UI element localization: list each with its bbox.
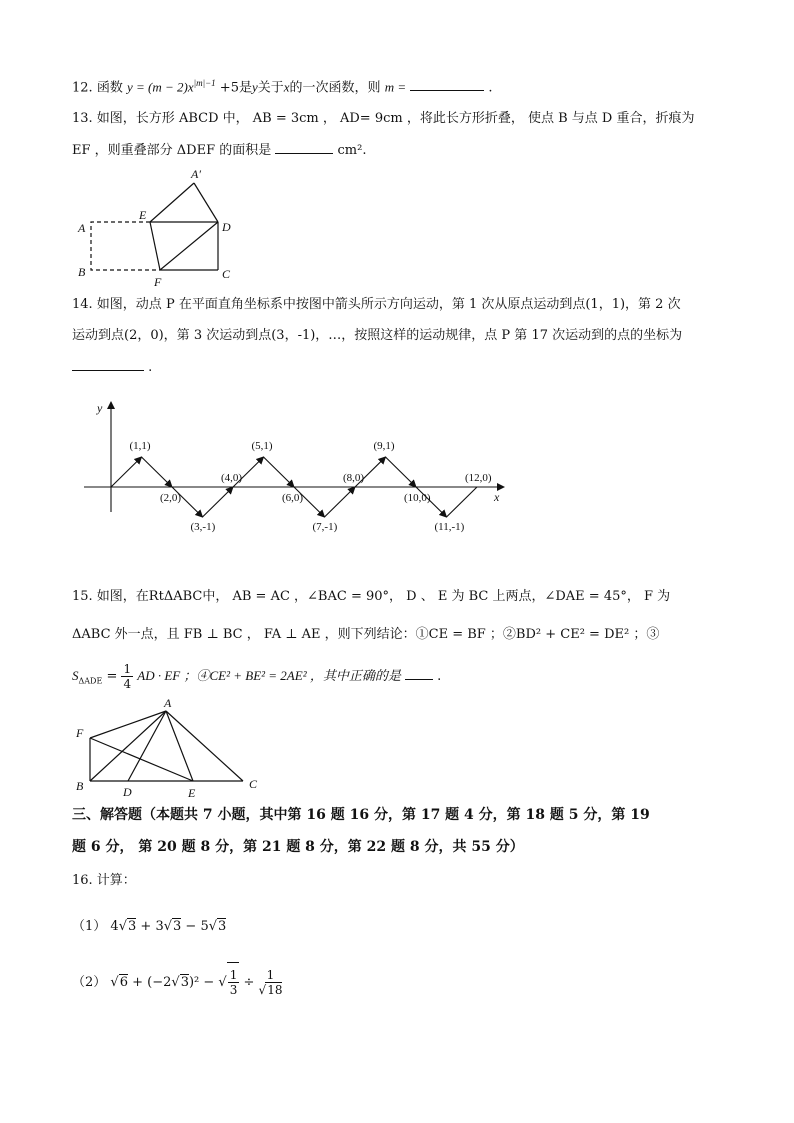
q16-p1-radicand: 3 bbox=[218, 919, 227, 934]
label-A-prime: A′ bbox=[191, 167, 201, 181]
q13-answer-blank[interactable] bbox=[275, 141, 333, 154]
q15-fraction bbox=[121, 662, 133, 691]
q12-number: 12. bbox=[72, 80, 93, 96]
q12-formula: y = (m − 2)x bbox=[126, 79, 194, 95]
q15-line-3 bbox=[72, 662, 441, 691]
q16-title: 16. 计算： bbox=[72, 873, 136, 888]
q12-var-x: x bbox=[283, 79, 290, 95]
q12-answer-blank[interactable] bbox=[410, 78, 484, 91]
label-D: D bbox=[222, 220, 231, 234]
q15-line-2: ΔABC 外一点，且 FB ⊥ BC ， FA ⊥ AE ，则下列结论：①CE = BF ；②BD² + CE² = DE² ；③ bbox=[72, 627, 660, 642]
path-segment bbox=[264, 457, 295, 487]
path-segment bbox=[142, 457, 173, 487]
q16-p2-divide: ÷ bbox=[239, 975, 259, 990]
label-C: C bbox=[222, 267, 231, 281]
path-segment bbox=[386, 457, 417, 487]
point-label: (5,1) bbox=[251, 440, 273, 452]
path-segment bbox=[355, 457, 386, 487]
q16-p1-label: （1） bbox=[72, 919, 107, 934]
path-segment bbox=[325, 487, 356, 517]
edge-FA bbox=[90, 711, 166, 738]
q12-end: . bbox=[488, 80, 493, 96]
axis-y-label: y bbox=[97, 401, 103, 415]
q14-end: . bbox=[148, 360, 153, 375]
q13-line-1: 13. 如图，长方形 ABCD 中， AB = 3cm ， AD= 9cm ，将此长方形折叠， 使点 B 与点 D 重合，折痕为 bbox=[72, 111, 695, 126]
q16-p2-fraction-den: 3 bbox=[229, 983, 238, 997]
q16-p2-radicand: 3 bbox=[180, 975, 189, 990]
edge-EA-prime bbox=[150, 183, 194, 222]
label-A: A bbox=[78, 221, 86, 235]
point-label: (6,0) bbox=[282, 492, 304, 504]
q16-p2-fraction-2-num: 1 bbox=[266, 968, 275, 982]
q16-p1-radicand: 3 bbox=[128, 919, 137, 934]
q14-line-2: 运动到点(2，0)，第 3 次运动到点(3，-1)，…，按照这样的运动规律，点 P 第 17 次运动到的点的坐标为 bbox=[72, 328, 683, 343]
q16-p1-term: + 3 bbox=[136, 919, 164, 934]
q16-p2-fraction-num: 1 bbox=[229, 968, 238, 982]
fold-dashed-edge bbox=[91, 222, 160, 270]
label-B: B bbox=[76, 779, 84, 793]
q16-p1-coef: 4 bbox=[110, 919, 119, 934]
q16-p2-fraction bbox=[228, 968, 240, 997]
q12-text: +5是 bbox=[219, 80, 252, 96]
q12-text: 关于 bbox=[257, 80, 284, 96]
point-label: (1,1) bbox=[129, 440, 151, 452]
path-segment bbox=[203, 487, 234, 517]
edge-AD bbox=[128, 711, 166, 781]
q15-area-subscript: ΔADE bbox=[78, 676, 103, 686]
label-E: E bbox=[139, 208, 147, 222]
q15-text: AD · EF ；④CE² + BE² = 2AE² ，其中正确的是 bbox=[137, 668, 401, 683]
q16-p2-term: )² − bbox=[188, 975, 219, 990]
edge-EF bbox=[150, 222, 160, 270]
edge-AE bbox=[166, 711, 193, 781]
q16-p1-radicand: 3 bbox=[173, 919, 182, 934]
point-label: (7,-1) bbox=[312, 521, 338, 533]
edge-AB bbox=[90, 711, 166, 781]
edge-AC bbox=[166, 711, 243, 781]
q12-var-y: y bbox=[251, 79, 258, 95]
path-segment bbox=[447, 487, 478, 517]
q15-line-1: 15. 如图，在RtΔABC中， AB = AC ，∠BAC = 90°， D 、 E 为 BC 上两点，∠DAE = 45°， F 为 bbox=[72, 589, 671, 604]
q16-p2-radicand: 6 bbox=[119, 975, 128, 990]
path-segment bbox=[416, 487, 447, 517]
q14-line-1: 14. 如图，动点 P 在平面直角坐标系中按图中箭头所示方向运动，第 1 次从原点运动到点(1，1)，第 2 次 bbox=[72, 297, 681, 312]
label-A: A bbox=[164, 696, 172, 710]
q16-p2-label: （2） bbox=[72, 975, 107, 990]
point-label: (12,0) bbox=[465, 472, 492, 484]
edge-FE bbox=[90, 738, 193, 781]
axis-x-label: x bbox=[494, 490, 500, 504]
q15-answer-blank[interactable] bbox=[405, 667, 433, 680]
q16-p2-fraction-2-den: √18 bbox=[258, 983, 283, 997]
section-3-heading-line-2: 题 6 分， 第 20 题 8 分，第 21 题 8 分，第 22 题 8 分，共 55 分） bbox=[72, 839, 524, 855]
q16-p2-term: + (−2 bbox=[127, 975, 172, 990]
q13-line-2 bbox=[72, 141, 366, 160]
edge-A-prime-D bbox=[194, 183, 218, 222]
path-segment bbox=[233, 457, 264, 487]
label-B: B bbox=[78, 265, 86, 279]
point-label: (11,-1) bbox=[434, 521, 465, 533]
label-C: C bbox=[249, 777, 258, 791]
edge-FD bbox=[160, 222, 218, 270]
path-segment bbox=[111, 457, 142, 487]
q16-p1-term: − 5 bbox=[181, 919, 209, 934]
question-12 bbox=[72, 74, 493, 97]
point-label: (8,0) bbox=[343, 472, 365, 484]
q15-end: . bbox=[437, 669, 442, 684]
point-label: (3,-1) bbox=[190, 521, 216, 533]
q16-p2-fraction-2 bbox=[259, 968, 283, 997]
q12-text: 函数 bbox=[96, 80, 123, 96]
q14-answer-blank[interactable] bbox=[72, 358, 144, 371]
point-label: (4,0) bbox=[221, 472, 243, 484]
q12-text: 的一次函数，则 bbox=[289, 80, 381, 96]
q15-fraction-num: 1 bbox=[123, 662, 132, 676]
q12-var-m: m = bbox=[384, 79, 407, 95]
point-label: (10,0) bbox=[404, 492, 431, 504]
q12-exponent: |m|−1 bbox=[193, 78, 216, 88]
label-E: E bbox=[188, 786, 196, 800]
q16-p2-fraction-2-radicand: 18 bbox=[267, 983, 283, 997]
point-label: (9,1) bbox=[373, 440, 395, 452]
point-label: (2,0) bbox=[160, 492, 182, 504]
path-segment bbox=[172, 487, 203, 517]
q16-part-2: （2） √6 + (−2√3)² − √ $\frac{1}{3}$ ÷ $\frac{1}{√18}$ bbox=[72, 962, 282, 1003]
q16-part-1: （1） 4√3 + 3√3 − 5√3 bbox=[72, 919, 227, 934]
q15-area-symbol: S bbox=[72, 668, 79, 683]
path-segment bbox=[294, 487, 325, 517]
label-D: D bbox=[123, 785, 132, 799]
q15-equals: = bbox=[102, 669, 122, 684]
q15-fraction-den: 4 bbox=[123, 677, 132, 691]
section-3-heading-line-1: 三、解答题（本题共 7 小题，其中第 16 题 16 分，第 17 题 4 分，第 18 题 5 分，第 19 bbox=[72, 807, 650, 823]
q13-text: EF ，则重叠部分 ΔDEF 的面积是 bbox=[72, 143, 272, 158]
label-F: F bbox=[154, 275, 162, 289]
label-F: F bbox=[76, 726, 84, 740]
q14-line-3 bbox=[72, 358, 152, 377]
q13-unit: cm². bbox=[337, 143, 367, 158]
q16-p2-root-frac bbox=[227, 962, 240, 1003]
